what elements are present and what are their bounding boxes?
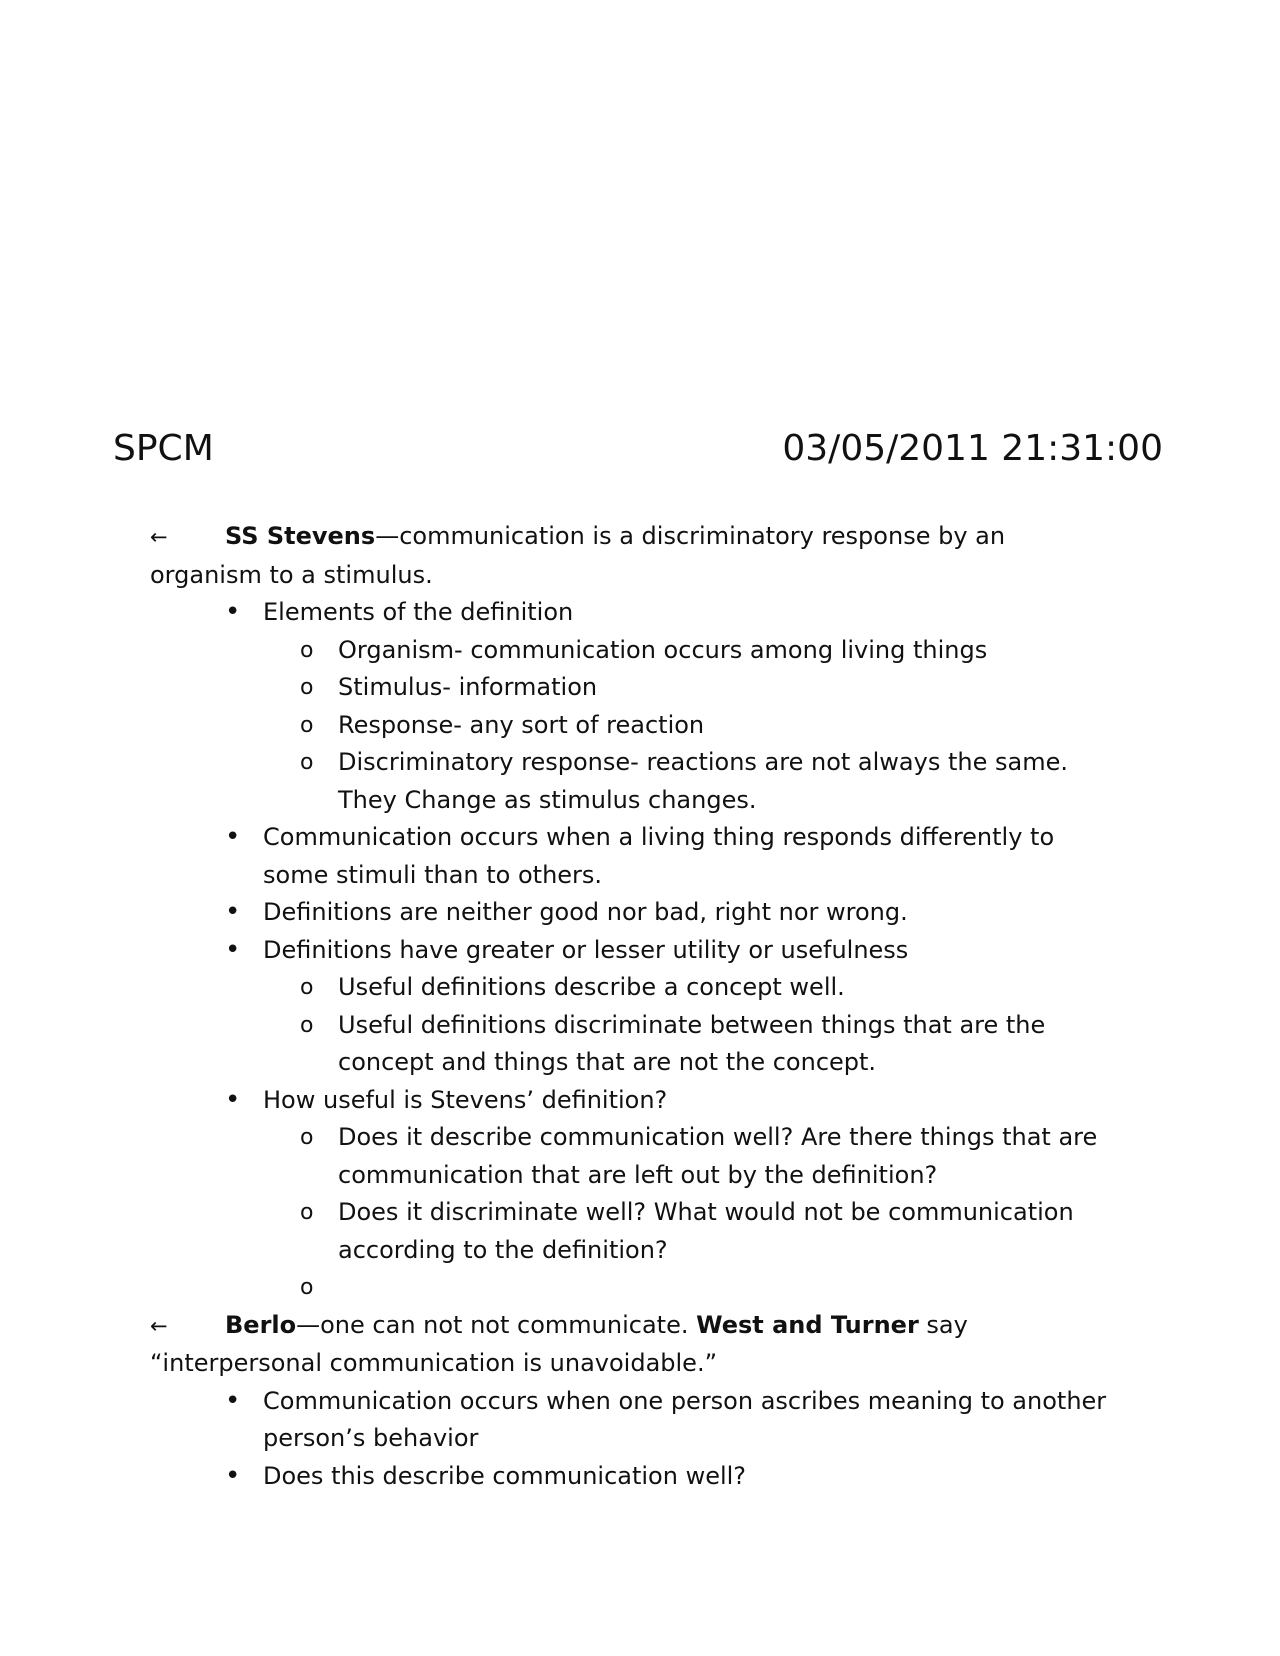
document-title: SPCM <box>113 428 214 469</box>
section-heading <box>150 518 1110 594</box>
section-berlo <box>150 1307 1110 1496</box>
sub-list-item <box>300 707 1110 745</box>
bullet-list <box>150 594 1110 1307</box>
list-item-text: Communication occurs when one person ascribes meaning to another person’s behavior <box>263 1386 1107 1452</box>
sub-list <box>263 1119 1110 1307</box>
document-datetime: 03/05/2011 21:31:00 <box>782 428 1163 469</box>
section-lead-text: —communication is a discriminatory response by an organism to a stimulus. <box>150 522 1006 589</box>
bullet-icon: • <box>225 597 241 627</box>
sub-bullet-icon: o <box>300 975 314 1000</box>
sub-bullet-icon: o <box>300 1125 314 1150</box>
bullet-list <box>150 1383 1110 1496</box>
sub-bullet-icon: o <box>300 712 314 738</box>
sub-list-item <box>300 1194 1110 1269</box>
list-item-text: Definitions are neither good nor bad, right nor wrong. <box>263 898 908 926</box>
bullet-icon: • <box>225 1084 241 1115</box>
section-lead-text: —one can not not communicate. <box>296 1310 697 1339</box>
sub-list <box>263 969 1110 1082</box>
list-item <box>225 1458 1110 1496</box>
sub-list-item-text: Response- any sort of reaction <box>338 710 705 739</box>
left-arrow-icon: ← <box>150 1313 168 1338</box>
list-item-text: Elements of the definition <box>263 598 574 626</box>
section-lead-bold-second: West and Turner <box>696 1310 919 1339</box>
section-lead-text-rest: say “interpersonal communication is unavoidable.” <box>150 1310 968 1377</box>
bullet-icon: • <box>225 1385 241 1416</box>
section-stevens <box>150 518 1110 1307</box>
list-item <box>225 894 1110 932</box>
list-item-text: How useful is Stevens’ definition? <box>263 1085 668 1114</box>
sub-list-item <box>300 744 1110 819</box>
sub-bullet-icon: o <box>300 1200 314 1225</box>
list-item <box>225 1082 1110 1307</box>
sub-bullet-icon: o <box>300 637 314 663</box>
list-item <box>225 594 1110 819</box>
list-item <box>225 1383 1110 1458</box>
sub-list-item-text: Stimulus- information <box>338 673 598 701</box>
sub-bullet-icon: o <box>300 675 314 700</box>
sub-list-item-text: Useful definitions discriminate between things that are the concept and things that are not the concept. <box>338 1010 1046 1076</box>
sub-list-item <box>300 1119 1110 1194</box>
section-lead-bold: SS Stevens <box>225 522 376 550</box>
section-heading <box>150 1307 1110 1383</box>
sub-list-item-text: Does it discriminate well? What would not be communication according to the definition? <box>338 1198 1074 1264</box>
bullet-icon: • <box>225 934 241 965</box>
bullet-icon: • <box>225 822 241 852</box>
sub-list-item <box>300 1007 1110 1082</box>
sub-list-item-empty <box>300 1269 1110 1307</box>
list-item-text: Does this describe communication well? <box>263 1461 747 1490</box>
sub-list-item-text: Organism- communication occurs among living things <box>338 635 988 664</box>
document-body <box>150 518 1110 1495</box>
list-item-text: Communication occurs when a living thing responds differently to some stimuli than to others. <box>263 823 1055 889</box>
sub-list-item-text: Does it describe communication well? Are there things that are communication that are left out by the definition? <box>338 1123 1098 1189</box>
bullet-icon: • <box>225 1460 241 1491</box>
sub-list-item <box>300 669 1110 707</box>
sub-list-item <box>300 632 1110 670</box>
sub-bullet-icon: o <box>300 1275 314 1300</box>
list-item-text: Definitions have greater or lesser utility or usefulness <box>263 935 909 964</box>
left-arrow-icon: ← <box>150 525 168 549</box>
sub-bullet-icon: o <box>300 1012 314 1038</box>
section-lead-bold: Berlo <box>225 1310 297 1339</box>
bullet-icon: • <box>225 897 241 927</box>
list-item <box>225 932 1110 1082</box>
sub-bullet-icon: o <box>300 750 314 775</box>
sub-list-item-text: Discriminatory response- reactions are not always the same. They Change as stimulus changes. <box>338 748 1068 814</box>
sub-list-item <box>300 969 1110 1007</box>
sub-list <box>263 632 1110 820</box>
list-item <box>225 819 1110 894</box>
sub-list-item-text: Useful definitions describe a concept well. <box>338 973 845 1001</box>
